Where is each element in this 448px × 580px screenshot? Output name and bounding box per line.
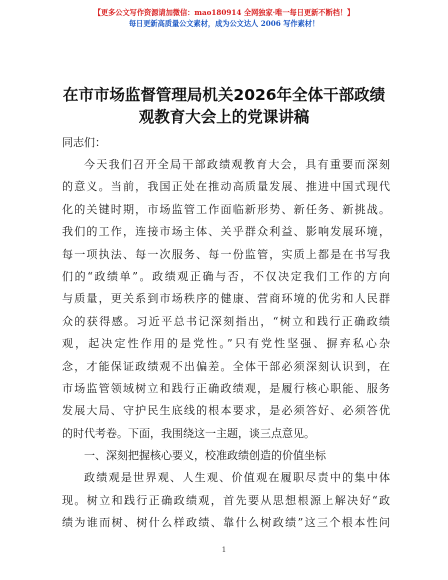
document-body: [62, 132, 390, 535]
text-line: 发展大局、守护民生底线的根本要求，是必须答好、必须答优: [62, 404, 390, 418]
text-line: 们的“政绩单”。政绩观正确与否，不仅决定我们工作的方向: [62, 269, 390, 283]
text-line: 现。树立和践行正确政绩观，首先要从思想根源上解决好“政: [62, 493, 390, 507]
section-heading-1: 一、深刻把握核心要义，校准政绩创造的价值坐标: [84, 449, 326, 463]
promo-banner-line2: 每日更新高质量公文素材，成为公文达人 2006 写作素材！: [128, 19, 320, 28]
promo-banner: [0, 8, 448, 29]
text-line: 的时代考卷。下面，我围绕这一主题，谈三点意见。: [62, 426, 315, 440]
text-line: 化的关键时期，市场监管工作面临新形势、新任务、新挑战。: [62, 202, 390, 216]
page-number: 1: [221, 546, 227, 554]
document-title-line1: 在市市场监督管理局机关2026年全体干部政绩: [62, 86, 386, 104]
text-line: 众的获得感。习近平总书记深刻指出，“树立和践行正确政绩: [62, 314, 390, 328]
text-line: 的意义。当前，我国正处在推动高质量发展、推进中国式现代: [62, 180, 390, 194]
document-title-line2: 观教育大会上的党课讲稿: [138, 108, 310, 126]
text-line: 我们的工作，连接市场主体、关乎群众利益、影响发展环境，: [62, 225, 390, 239]
text-line: 观，起决定性作用的是党性。”只有党性坚强、摒弃私心杂: [62, 337, 390, 351]
document-title: [40, 84, 408, 128]
text-line: 市场监管领域树立和践行正确政绩观，是履行核心职能、服务: [62, 381, 390, 395]
paragraph-section1: [62, 467, 390, 534]
greeting: 同志们：: [62, 136, 106, 149]
text-line: 念，才能保证政绩观不出偏差。全体干部必须深刻认识到，在: [62, 359, 390, 373]
text-line: 今天我们召开全局干部政绩观教育大会，具有重要而深刻: [84, 158, 390, 171]
text-line: 政绩观是世界观、人生观、价值观在履职尽责中的集中体: [84, 471, 390, 485]
text-line: 与质量，更关系到市场秩序的健康、营商环境的优劣和人民群: [62, 292, 390, 306]
text-line: 每一项执法、每一次服务、每一份监管，实质上都是在书写我: [62, 247, 390, 261]
paragraph-intro: [62, 154, 390, 445]
promo-banner-line1: 【更多公文写作资源请加微信：mao180914 全网独家·唯一每日更新不断档！】: [93, 8, 355, 17]
text-line: 绩为谁而树、树什么样政绩、靠什么树政绩”这三个根本性问: [62, 516, 390, 530]
